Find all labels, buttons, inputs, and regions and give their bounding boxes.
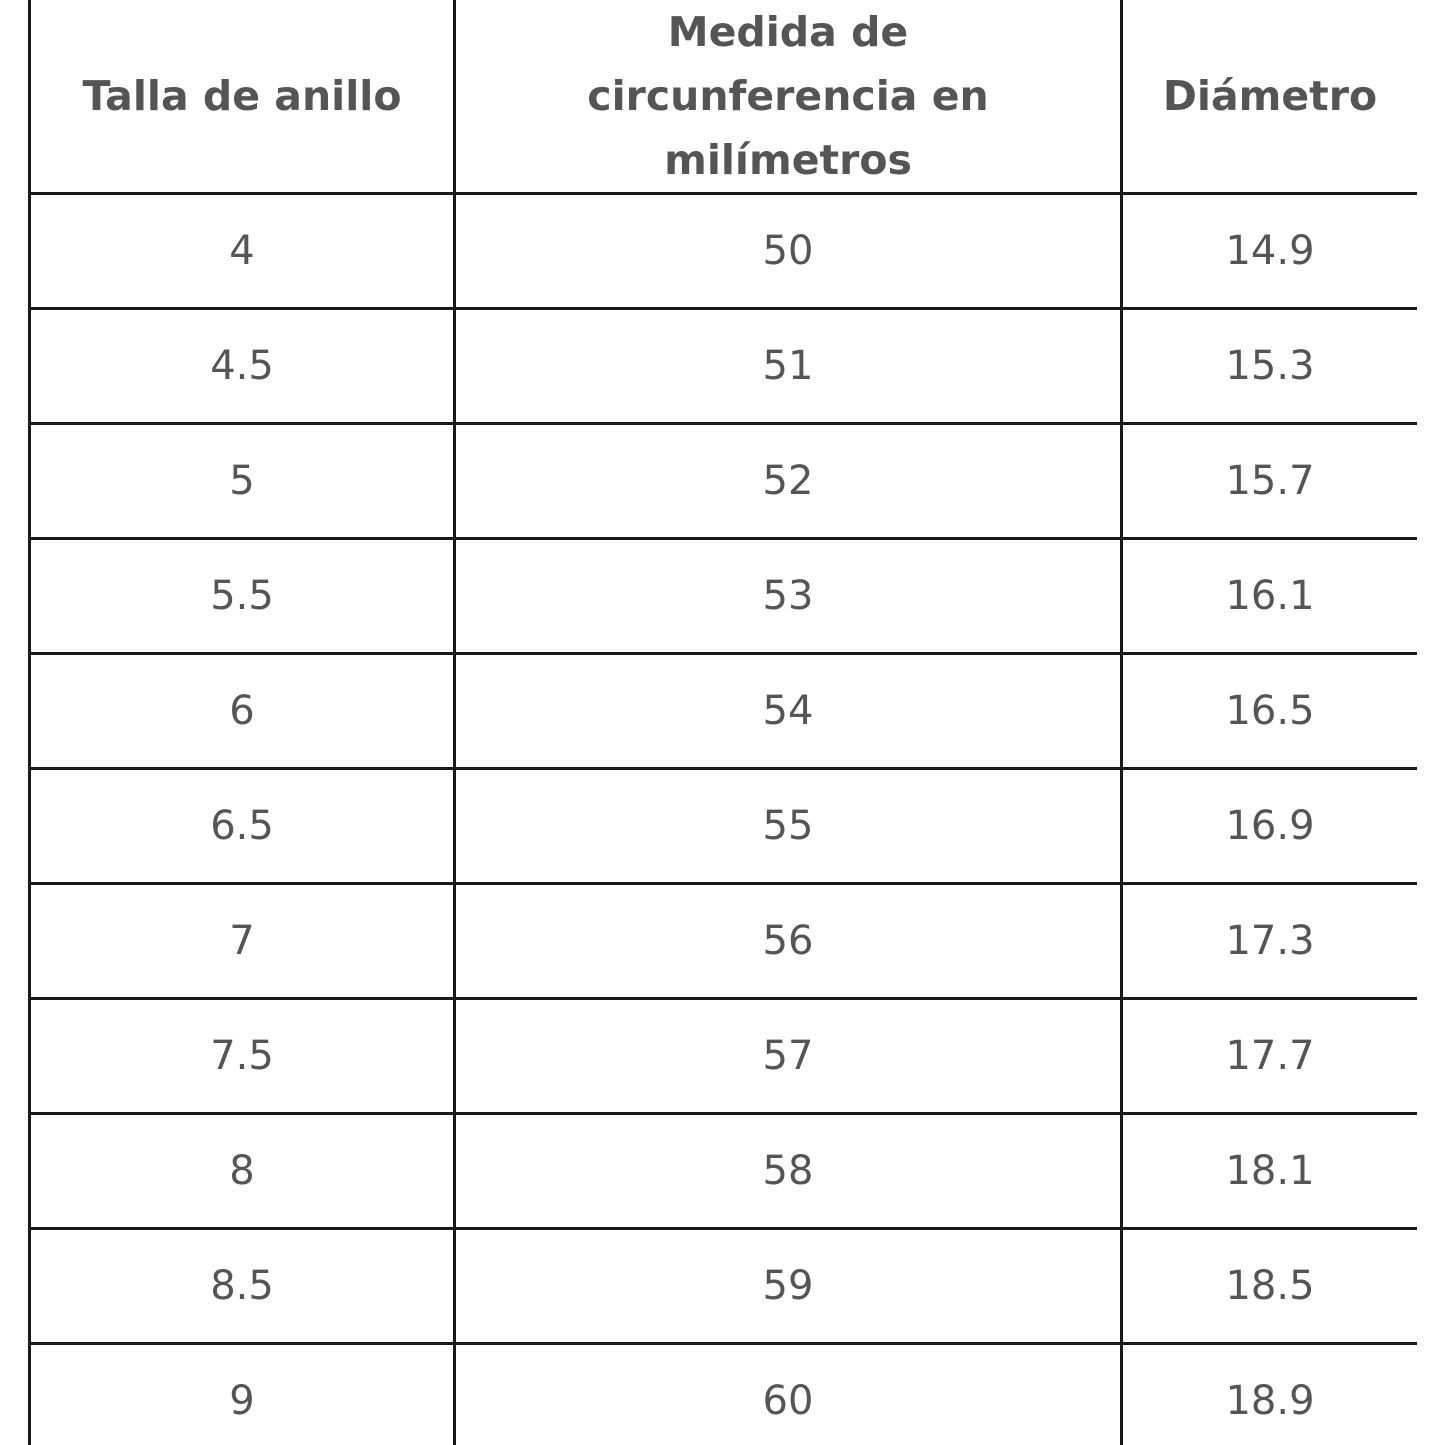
table-row [30, 999, 1418, 1114]
table-row [30, 539, 1418, 654]
cell-circumference: 53 [455, 539, 1122, 654]
cell-diameter: 17.7 [1122, 999, 1418, 1114]
cell-diameter: 18.9 [1122, 1344, 1418, 1445]
header-ring-size: Talla de anillo [30, 0, 455, 194]
cell-ring-size: 4 [30, 194, 455, 309]
header-circumference-mm: Medida de circunferencia en milímetros [455, 0, 1122, 194]
cell-ring-size: 9 [30, 1344, 455, 1445]
cell-circumference: 50 [455, 194, 1122, 309]
cell-ring-size: 6 [30, 654, 455, 769]
header-diameter: Diámetro [1122, 0, 1418, 194]
table-row [30, 194, 1418, 309]
cell-ring-size: 8.5 [30, 1229, 455, 1344]
table-row [30, 424, 1418, 539]
cell-diameter: 16.1 [1122, 539, 1418, 654]
table-row [30, 1114, 1418, 1229]
cell-circumference: 51 [455, 309, 1122, 424]
cell-diameter: 16.5 [1122, 654, 1418, 769]
ring-size-table [28, 0, 1417, 1445]
cell-ring-size: 5 [30, 424, 455, 539]
cell-circumference: 55 [455, 769, 1122, 884]
table-row [30, 309, 1418, 424]
table-row [30, 769, 1418, 884]
cell-circumference: 54 [455, 654, 1122, 769]
cell-ring-size: 8 [30, 1114, 455, 1229]
cell-circumference: 60 [455, 1344, 1122, 1445]
table-header-row [30, 0, 1418, 194]
cell-diameter: 18.5 [1122, 1229, 1418, 1344]
cell-circumference: 58 [455, 1114, 1122, 1229]
table-row [30, 1344, 1418, 1445]
cell-diameter: 16.9 [1122, 769, 1418, 884]
cell-ring-size: 5.5 [30, 539, 455, 654]
cell-diameter: 14.9 [1122, 194, 1418, 309]
cell-circumference: 56 [455, 884, 1122, 999]
cell-ring-size: 6.5 [30, 769, 455, 884]
table-row [30, 654, 1418, 769]
table-body [30, 194, 1418, 1445]
ring-size-table-container [28, 0, 1417, 1445]
table-row [30, 1229, 1418, 1344]
cell-circumference: 57 [455, 999, 1122, 1114]
table-row [30, 884, 1418, 999]
cell-circumference: 52 [455, 424, 1122, 539]
cell-ring-size: 7.5 [30, 999, 455, 1114]
cell-diameter: 15.3 [1122, 309, 1418, 424]
cell-ring-size: 7 [30, 884, 455, 999]
cell-circumference: 59 [455, 1229, 1122, 1344]
cell-ring-size: 4.5 [30, 309, 455, 424]
cell-diameter: 18.1 [1122, 1114, 1418, 1229]
cell-diameter: 17.3 [1122, 884, 1418, 999]
cell-diameter: 15.7 [1122, 424, 1418, 539]
